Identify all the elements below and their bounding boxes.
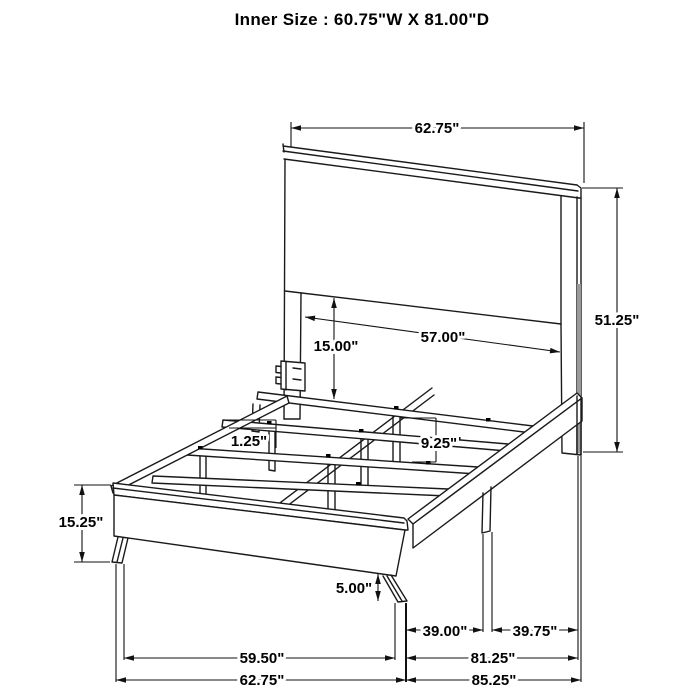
dim-headboard-width-label: 62.75": [414, 120, 460, 137]
rail-bracket: [276, 361, 305, 391]
dim-footboard-clearance-label: 5.00": [335, 580, 373, 597]
dim-footboard-width-label: 62.75": [239, 672, 285, 689]
dim-leg-span-front-label: 39.00": [422, 623, 468, 640]
page-title: Inner Size : 60.75"W X 81.00"D: [234, 10, 490, 29]
dim-rail-length-label: 81.25": [470, 650, 516, 667]
dim-footboard-height-label: 15.25": [58, 514, 104, 531]
dim-slat-gap-label: 9.25": [420, 435, 458, 452]
dim-slat-thickness-label: 1.25": [230, 433, 268, 450]
headboard: [276, 144, 581, 455]
dim-headboard-clearance-label: 15.00": [313, 338, 359, 355]
dim-leg-span-rear-label: 39.75": [512, 623, 558, 640]
dim-inner-width-label: 57.00": [420, 329, 466, 346]
dim-footboard-inner-width-label: 59.50": [239, 650, 285, 667]
dim-headboard-height-label: 51.25": [594, 312, 640, 329]
dim-overall-depth-label: 85.25": [471, 672, 517, 689]
